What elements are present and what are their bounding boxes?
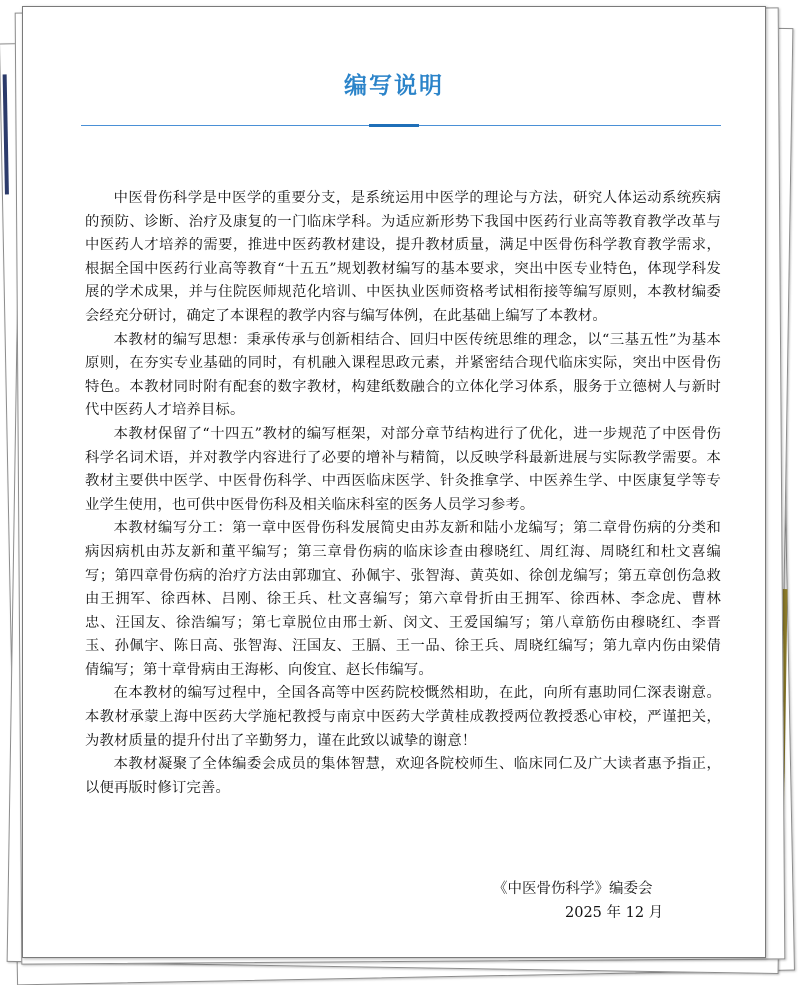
body-text [85,187,721,800]
paragraph: 本教材凝聚了全体编委会成员的集体智慧，欢迎各院校师生、临床同仁及广大读者惠予指正，以便再版时修订完善。 [85,756,721,796]
paragraph: 中医骨伤科学是中医学的重要分支，是系统运用中医学的理论与方法，研究人体运动系统疾病的预防、诊断、治疗及康复的一门临床学科。为适应新形势下我国中医药行业高等教育教学改革与中医药人才培养的需要，推进中医药教材建设，提升教材质量，满足中医骨伤科学教育教学需求，根据全国中医药行业高等教育“十五五”规划教材编写的基本要求，突出中医专业特色，体现学科发展的学术成果，并与住院医师规范化培训、中医执业医师资格考试相衔接等编写原则，本教材编委会经充分研讨，确定了本课程的教学内容与编写体例，在此基础上编写了本教材。 [85,190,721,324]
paragraph: 在本教材的编写过程中，全国各高等中医药院校慨然相助，在此，向所有惠助同仁深表谢意。本教材承蒙上海中医药大学施杞教授与南京中医药大学黄桂成教授两位教授悉心审校，严谨把关，为教材质量的提升付出了辛勤努力，谨在此致以诚挚的谢意！ [85,685,721,749]
paragraph: 本教材编写分工：第一章中医骨伤科发展简史由苏友新和陆小龙编写；第二章骨伤病的分类和病因病机由苏友新和董平编写；第三章骨伤病的临床诊查由穆晓红、周红海、周晓红和杜文喜编写；第四章骨伤病的治疗方法由郭珈宜、孙佩宇、张智海、黄英如、徐创龙编写；第五章创伤急救由王拥军、徐西林、吕刚、徐王兵、杜文喜编写；第六章骨折由王拥军、徐西林、李念虎、曹林忠、汪国友、徐浩编写；第七章脱位由邢士新、闵文、王爱国编写；第八章筋伤由穆晓红、李晋玉、孙佩宇、陈日高、张智海、汪国友、王膈、王一品、徐王兵、周晓红编写；第九章内伤由梁倩倩编写；第十章骨病由王海彬、向俊宜、赵长伟编写。 [85,520,721,678]
page-title: 编写说明 [344,73,444,99]
document-page [22,6,766,958]
signature-block [493,877,723,925]
signature-org: 《中医骨伤科学》编委会 [493,881,653,897]
signature-date: 2025 年 12 月 [565,905,664,921]
sheet-edge-strip [3,74,9,194]
paragraph: 本教材的编写思想：秉承传承与创新相结合、回归中医传统思维的理念，以“三基五性”为基本原则，在夯实专业基础的同时，有机融入课程思政元素，并紧密结合现代临床实际，突出中医骨伤特色。本教材同时附有配套的数字教材，构建纸数融合的立体化学习体系，服务于立德树人与新时代中医药人才培养目标。 [85,331,721,419]
title-divider-accent [369,124,419,127]
paragraph: 本教材保留了“十四五”教材的编写框架，对部分章节结构进行了优化，进一步规范了中医骨伤科学名词术语，并对教学内容进行了必要的增补与精简，以反映学科最新进展与实际教学需要。本教材主要供中医学、中医骨伤科学、中西医临床医学、针灸推拿学、中医养生学、中医康复学等专业学生使用，也可供中医骨伤科及相关临床科室的医务人员学习参考。 [85,425,721,513]
